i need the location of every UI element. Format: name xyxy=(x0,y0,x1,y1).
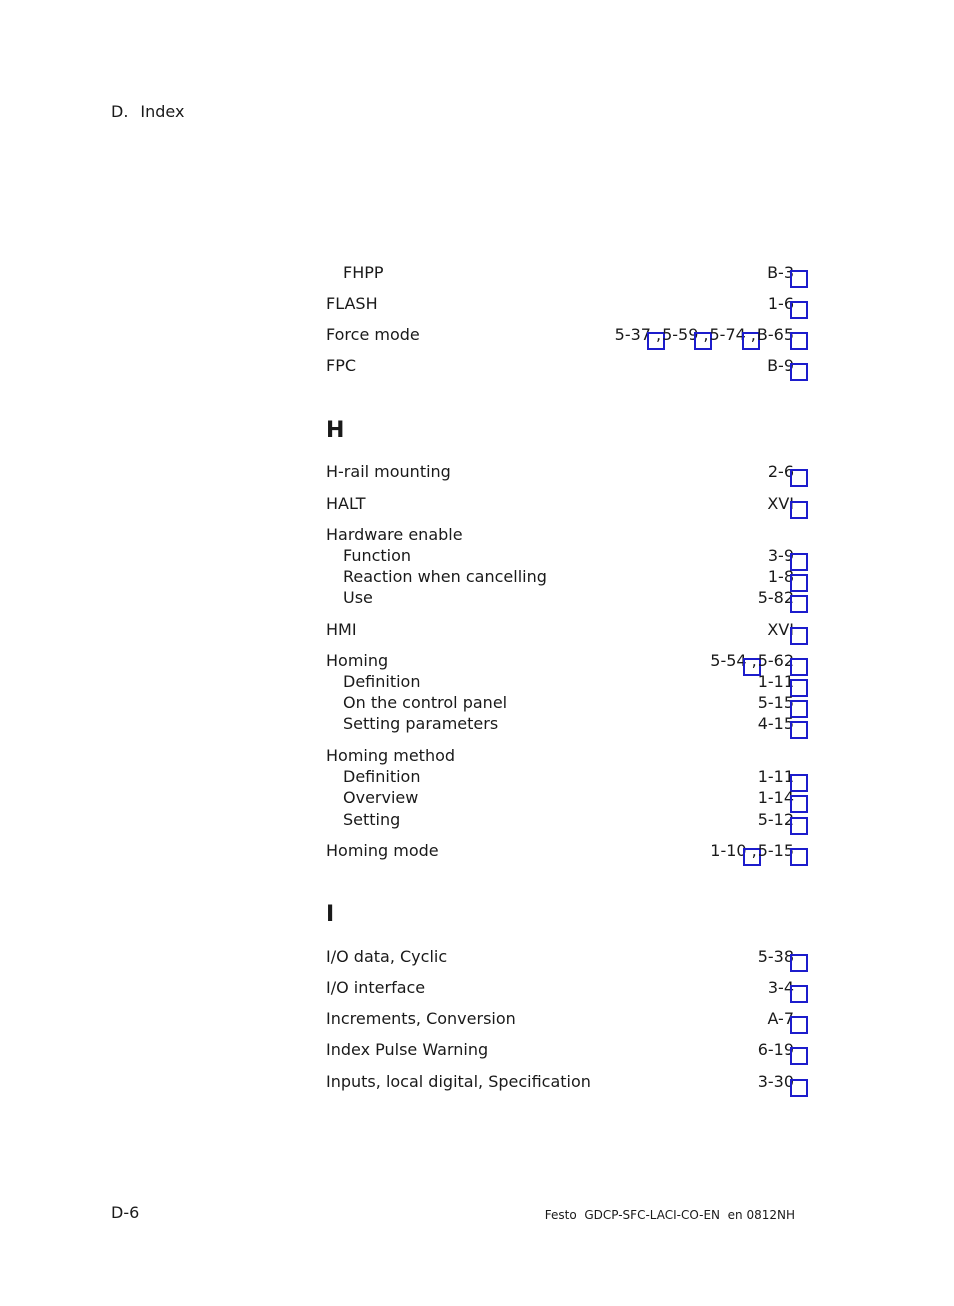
link-box-icon xyxy=(790,332,808,350)
page-reference-text: 5-62 xyxy=(757,651,794,670)
page-references xyxy=(767,494,794,513)
page-reference-text: 5-82 xyxy=(757,588,794,607)
page-reference-link[interactable] xyxy=(758,714,794,733)
index-entry xyxy=(326,294,794,316)
index-term: Setting xyxy=(343,810,401,829)
index-term: Force mode xyxy=(326,325,420,344)
page-reference-text: 6-19 xyxy=(757,1040,794,1059)
page-reference-link[interactable] xyxy=(768,294,794,313)
page-reference-text: 5-59 xyxy=(662,325,699,344)
index-entry xyxy=(326,1009,794,1031)
page-reference-link[interactable] xyxy=(767,620,794,639)
index-term: H-rail mounting xyxy=(326,462,451,481)
index-term: Homing xyxy=(326,651,389,670)
page-reference-text: 1-11 xyxy=(757,672,794,691)
page-reference-text: B-3 xyxy=(767,263,794,282)
page-references xyxy=(710,841,794,860)
page-reference-text: 3-30 xyxy=(757,1072,794,1091)
page-references xyxy=(758,788,794,807)
index-subentry xyxy=(326,546,794,568)
page-reference-link[interactable] xyxy=(758,1040,794,1059)
page-reference-link[interactable] xyxy=(767,356,794,375)
page-reference-link[interactable] xyxy=(615,325,651,344)
page-references xyxy=(768,462,794,481)
index-entry xyxy=(326,978,794,1000)
page-reference-text: 5-37 xyxy=(614,325,651,344)
section-letter-h: H xyxy=(326,418,345,443)
index-term: Overview xyxy=(343,788,419,807)
page-references xyxy=(768,978,794,997)
page-reference-text: 5-15 xyxy=(757,841,794,860)
index-entry xyxy=(326,947,794,969)
reference-separator: , xyxy=(751,651,757,670)
page-reference-link[interactable] xyxy=(767,1009,794,1028)
index-term: Hardware enable xyxy=(326,525,463,544)
index-subentry xyxy=(326,767,794,789)
document-id: Festo GDCP-SFC-LACI-CO-EN en 0812NH xyxy=(544,1208,795,1222)
page-reference-link[interactable] xyxy=(758,841,794,860)
page-reference-text: 1-10 xyxy=(710,841,747,860)
link-box-icon xyxy=(790,363,808,381)
page-reference-link[interactable] xyxy=(710,841,746,860)
index-entry xyxy=(326,462,794,484)
reference-separator: , xyxy=(750,325,756,344)
page-reference-link[interactable] xyxy=(710,651,746,670)
page-reference-link[interactable] xyxy=(758,1072,794,1091)
index-entry xyxy=(326,1072,794,1094)
page-reference-text: XVI xyxy=(767,494,794,513)
page-reference-text: 1-6 xyxy=(767,294,794,313)
page-reference-link[interactable] xyxy=(767,263,794,282)
link-box-icon xyxy=(790,848,808,866)
link-box-icon xyxy=(790,954,808,972)
link-box-icon xyxy=(790,595,808,613)
page-references xyxy=(758,693,794,712)
page-references xyxy=(767,620,794,639)
index-subentry xyxy=(326,714,794,736)
link-box-icon xyxy=(790,721,808,739)
page-references xyxy=(768,567,794,586)
reference-separator: , xyxy=(655,325,662,344)
link-box-icon xyxy=(790,1016,808,1034)
link-box-icon xyxy=(790,1047,808,1065)
link-box-icon xyxy=(790,1079,808,1097)
page-references xyxy=(767,356,794,375)
page-references xyxy=(758,1040,794,1059)
link-box-icon xyxy=(790,627,808,645)
section-letter-i: I xyxy=(326,902,335,927)
page-reference-link[interactable] xyxy=(757,325,794,344)
index-subentry xyxy=(326,788,794,810)
page-references xyxy=(758,810,794,829)
chapter-number: D. xyxy=(111,102,129,121)
page-references xyxy=(758,588,794,607)
page-reference-text: 3-9 xyxy=(767,546,794,565)
link-box-icon xyxy=(790,985,808,1003)
index-entry xyxy=(326,620,794,642)
page-references xyxy=(758,947,794,966)
index-entry xyxy=(326,746,794,768)
index-subentry xyxy=(326,693,794,715)
index-entry xyxy=(326,356,794,378)
link-box-icon xyxy=(790,469,808,487)
page-references xyxy=(758,672,794,691)
page-reference-link[interactable] xyxy=(758,810,794,829)
page-references xyxy=(758,1072,794,1091)
page-reference-link[interactable] xyxy=(758,947,794,966)
page-reference-text: XVI xyxy=(767,620,794,639)
index-term: Setting parameters xyxy=(343,714,499,733)
reference-separator: , xyxy=(703,325,709,344)
index-term: HALT xyxy=(326,494,366,513)
page-references xyxy=(758,714,794,733)
page-reference-text: 1-11 xyxy=(757,767,794,786)
page-references xyxy=(768,294,794,313)
index-entry xyxy=(326,325,794,347)
page-references xyxy=(768,546,794,565)
index-term: Definition xyxy=(343,672,421,691)
index-term: Definition xyxy=(343,767,421,786)
page-reference-link[interactable] xyxy=(709,325,745,344)
page-reference-link[interactable] xyxy=(767,494,794,513)
index-entry xyxy=(326,525,794,547)
page-reference-text: 5-74 xyxy=(709,325,746,344)
link-box-icon xyxy=(790,270,808,288)
page-reference-link[interactable] xyxy=(758,767,794,786)
page-reference-text: 5-12 xyxy=(757,810,794,829)
index-subentry xyxy=(326,588,794,610)
index-term: Reaction when cancelling xyxy=(343,567,547,586)
page-reference-text: A-7 xyxy=(767,1009,794,1028)
page-reference-link[interactable] xyxy=(758,651,794,670)
page-references xyxy=(758,767,794,786)
index-term: Use xyxy=(343,588,373,607)
page-reference-link[interactable] xyxy=(758,672,794,691)
index-term: On the control panel xyxy=(343,693,508,712)
page-reference-link[interactable] xyxy=(758,788,794,807)
page-reference-text: 2-6 xyxy=(767,462,794,481)
page-number: D-6 xyxy=(111,1203,140,1222)
index-subentry xyxy=(326,263,794,285)
index-term: I/O interface xyxy=(326,978,426,997)
index-entry xyxy=(326,1040,794,1062)
page-references xyxy=(767,1009,794,1028)
index-term: Inputs, local digital, Specification xyxy=(326,1072,591,1091)
index-term: HMI xyxy=(326,620,357,639)
page-references xyxy=(710,651,794,670)
page-references xyxy=(615,325,794,344)
index-term: Homing method xyxy=(326,746,456,765)
page-reference-text: 5-38 xyxy=(757,947,794,966)
page-reference-text: B-9 xyxy=(767,356,794,375)
page-reference-text: 5-54 xyxy=(710,651,747,670)
page-reference-link[interactable] xyxy=(768,567,794,586)
index-entry xyxy=(326,841,794,863)
page-reference-text: 4-15 xyxy=(757,714,794,733)
index-term: FLASH xyxy=(326,294,378,313)
index-term: Function xyxy=(343,546,412,565)
index-term: Increments, Conversion xyxy=(326,1009,516,1028)
index-term: FHPP xyxy=(343,263,384,282)
page-references xyxy=(767,263,794,282)
page-header xyxy=(111,102,184,121)
index-subentry xyxy=(326,810,794,832)
reference-separator: , xyxy=(751,841,757,860)
chapter-title: Index xyxy=(140,102,185,121)
index-subentry xyxy=(326,672,794,694)
page-reference-link[interactable] xyxy=(768,978,794,997)
page-reference-link[interactable] xyxy=(768,546,794,565)
index-term: FPC xyxy=(326,356,357,375)
index-term: Homing mode xyxy=(326,841,439,860)
page-reference-link[interactable] xyxy=(768,462,794,481)
link-box-icon xyxy=(790,301,808,319)
page-reference-text: 3-4 xyxy=(767,978,794,997)
link-box-icon xyxy=(790,501,808,519)
page-reference-text: B-65 xyxy=(756,325,794,344)
index-entry xyxy=(326,494,794,516)
page-reference-text: 5-15 xyxy=(757,693,794,712)
page-reference-link[interactable] xyxy=(662,325,698,344)
page-reference-text: 1-8 xyxy=(767,567,794,586)
index-term: Index Pulse Warning xyxy=(326,1040,489,1059)
index-term: I/O data, Cyclic xyxy=(326,947,448,966)
link-box-icon xyxy=(790,817,808,835)
index-subentry xyxy=(326,567,794,589)
index-entry xyxy=(326,651,794,673)
page-reference-text: 1-14 xyxy=(757,788,794,807)
page-reference-link[interactable] xyxy=(758,693,794,712)
page-reference-link[interactable] xyxy=(758,588,794,607)
